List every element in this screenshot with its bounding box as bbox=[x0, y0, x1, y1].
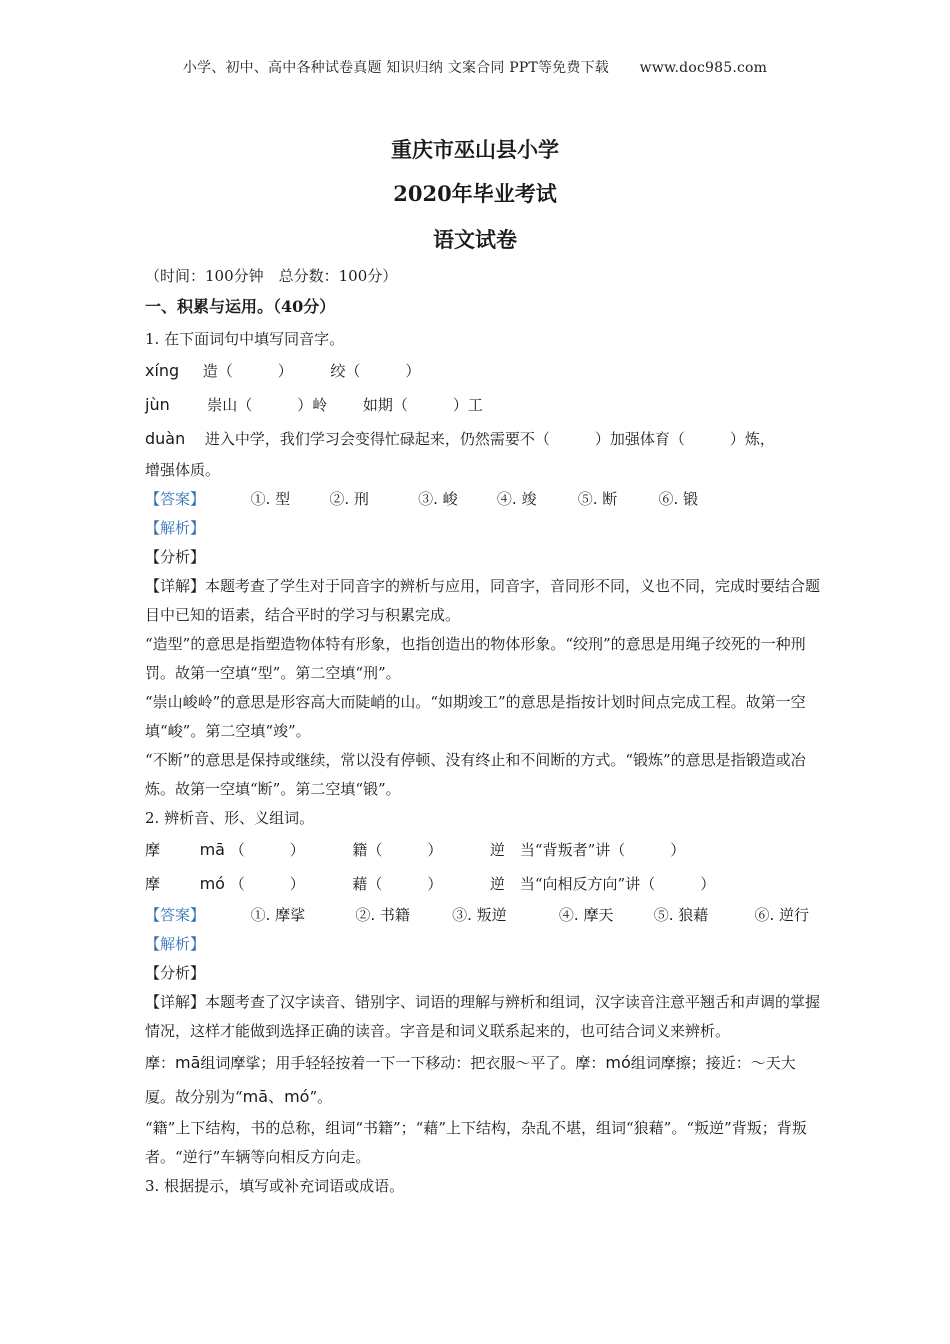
q1-prompt: 1. 在下面词句中填写同音字。 bbox=[145, 330, 345, 348]
text: ”。 bbox=[309, 1088, 333, 1106]
pinyin: mó bbox=[199, 874, 225, 893]
q2-blank: （ ） bbox=[229, 875, 305, 893]
paper-title: 语文试卷 bbox=[433, 227, 517, 252]
q2-char: 摩 bbox=[145, 875, 161, 893]
q1-explain-2: “崇山峻岭”的意思是形容高大而陡峭的山。“如期竣工”的意思是指按计划时间点完成工程。故第一空填“峻”。第二空填“竣”。 bbox=[145, 693, 806, 740]
section-heading: 一、积累与运用。（40分） bbox=[145, 297, 336, 316]
q1-blank-b: 绞（ ） bbox=[330, 362, 421, 380]
answer-label: 【答案】 bbox=[145, 906, 206, 924]
answer-item: ⑤. 狼藉 bbox=[653, 906, 709, 924]
q1-row-jun bbox=[145, 388, 825, 422]
q1-sentence-cont: 增强体质。 bbox=[145, 461, 221, 479]
q2-blank-ji: 籍（ ） bbox=[352, 841, 443, 859]
fenxi-label: 【分析】 bbox=[145, 548, 206, 566]
q2-blank-ji2: 藉（ ） bbox=[352, 875, 443, 893]
page-header bbox=[0, 57, 950, 77]
answer-item: ①. 型 bbox=[250, 490, 291, 508]
q1-blank-d: 如期（ ）工 bbox=[362, 396, 483, 414]
answer-item: ③. 峻 bbox=[418, 490, 458, 508]
q1-sentence: 进入中学，我们学习会变得忙碌起来，仍然需要不（ ）加强体育（ ）炼， bbox=[204, 430, 775, 448]
answer-label: 【答案】 bbox=[145, 490, 206, 508]
q1-blank-c: 崇山（ ）岭 bbox=[207, 396, 328, 414]
q1-row-duan bbox=[145, 422, 825, 456]
pinyin: mā bbox=[175, 1053, 201, 1072]
q1-explain-1: “造型”的意思是指塑造物体特有形象，也指创造出的物体形象。“绞刑”的意思是用绳子绞死的一种刑罚。故第一空填“型”。第二空填“刑”。 bbox=[145, 635, 806, 682]
q2-prompt: 2. 辨析音、形、义组词。 bbox=[145, 809, 315, 827]
header-text: 小学、初中、高中各种试卷真题 知识归纳 文案合同 PPT等免费下载 bbox=[182, 60, 609, 76]
q2-explain-1 bbox=[145, 1046, 825, 1114]
q2-blank: （ ） bbox=[229, 841, 305, 859]
q1-explain-3: “不断”的意思是保持或继续，常以没有停顿、没有终止和不间断的方式。“锻炼”的意思是指锻造或冶炼。故第一空填“断”。第二空填“锻”。 bbox=[145, 751, 806, 798]
q2-blank-ni: 逆 当“背叛者”讲（ ） bbox=[489, 841, 686, 859]
text: 组词摩挲；用手轻轻按着一下一下移动：把衣服～平了。摩： bbox=[200, 1054, 606, 1072]
analysis-label: 【解析】 bbox=[145, 935, 206, 953]
q2-explain-2: “籍”上下结构，书的总称，组词“书籍”；“藉”上下结构，杂乱不堪，组词“狼藉”。“叛逆”背叛；背叛者。“逆行”车辆等向相反方向走。 bbox=[145, 1119, 807, 1166]
analysis-label: 【解析】 bbox=[145, 519, 206, 537]
header-site[interactable]: www.doc985.com bbox=[639, 60, 768, 76]
pinyin: xíng bbox=[145, 361, 180, 380]
q2-blank-ni2: 逆 当“向相反方向”讲（ ） bbox=[489, 875, 716, 893]
q1-answer-row bbox=[145, 485, 825, 514]
answer-item: ④. 摩天 bbox=[558, 906, 614, 924]
pinyin: mā、mó bbox=[242, 1087, 310, 1106]
pinyin: duàn bbox=[145, 429, 186, 448]
text: 组词摩擦；接近：～天大厦。故分别为“ bbox=[145, 1054, 796, 1106]
pinyin: mā bbox=[199, 840, 225, 859]
answer-item: ②. 刑 bbox=[329, 490, 369, 508]
q3-prompt: 3. 根据提示，填写或补充词语或成语。 bbox=[145, 1177, 405, 1195]
fenxi-label: 【分析】 bbox=[145, 964, 206, 982]
paper-content bbox=[145, 262, 825, 1201]
exam-meta: （时间：100分钟 总分数：100分） bbox=[145, 267, 398, 285]
q2-row-mo bbox=[145, 867, 825, 901]
q1-blank-a: 造（ ） bbox=[202, 362, 293, 380]
exam-title: 2020年毕业考试 bbox=[393, 181, 557, 206]
answer-item: ①. 摩挲 bbox=[250, 906, 306, 924]
q2-char: 摩 bbox=[145, 841, 161, 859]
q2-detail: 【详解】本题考查了汉字读音、错别字、词语的理解与辨析和组词，汉字读音注意平翘舌和声调的掌握情况，这样才能做到选择正确的读音。字音是和词义联系起来的，也可结合词义来辨析。 bbox=[145, 993, 821, 1040]
q2-row-ma bbox=[145, 833, 825, 867]
q1-detail: 【详解】本题考查了学生对于同音字的辨析与应用，同音字，音同形不同，义也不同，完成时要结合题目中已知的语素，结合平时的学习与积累完成。 bbox=[145, 577, 821, 624]
q2-answer-row bbox=[145, 901, 825, 930]
pinyin: mó bbox=[605, 1053, 631, 1072]
text: 摩： bbox=[145, 1054, 176, 1072]
q1-row-xing bbox=[145, 354, 825, 388]
pinyin: jùn bbox=[145, 395, 170, 414]
answer-item: ④. 竣 bbox=[496, 490, 537, 508]
answer-item: ③. 叛逆 bbox=[452, 906, 507, 924]
answer-item: ⑥. 逆行 bbox=[754, 906, 810, 924]
answer-item: ②. 书籍 bbox=[355, 906, 410, 924]
answer-item: ⑥. 锻 bbox=[658, 490, 699, 508]
answer-item: ⑤. 断 bbox=[577, 490, 618, 508]
school-title: 重庆市巫山县小学 bbox=[391, 137, 559, 162]
